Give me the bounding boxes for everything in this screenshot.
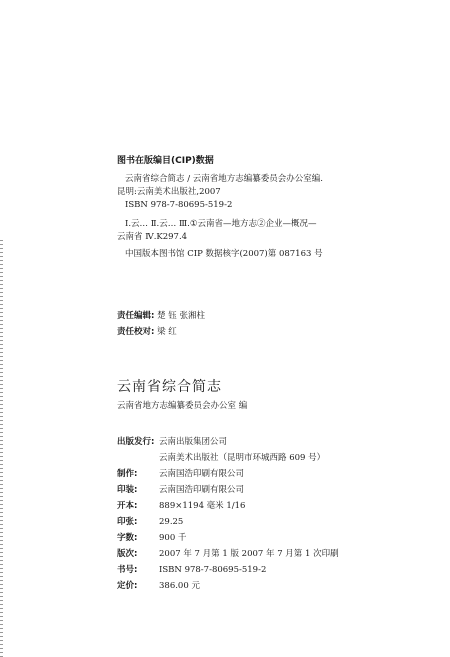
- cip-library-number: 中国版本图书馆 CIP 数据核字(2007)第 087163 号: [125, 249, 323, 259]
- staff-proof-label: 责任校对:: [117, 327, 155, 337]
- book-title: 云南省综合简志: [117, 379, 222, 395]
- cip-subject-line: Ⅰ.云… Ⅱ.云… Ⅲ.①云南省—地方志②企业—概况—: [125, 219, 317, 229]
- pub-row: [117, 514, 339, 530]
- pub-label-isbn: 书号:: [117, 565, 138, 575]
- cip-title: 图书在版编目(CIP)数据: [117, 156, 214, 166]
- pub-value-wordcount: 900 千: [159, 533, 187, 543]
- pub-value-isbn: ISBN 978-7-80695-519-2: [159, 565, 267, 575]
- pub-value-edition: 2007 年 7 月第 1 版 2007 年 7 月第 1 次印刷: [159, 549, 339, 559]
- pub-label-publisher: 出版发行:: [117, 437, 155, 447]
- pub-label-empty: [117, 450, 157, 466]
- pub-value-production: 云南国浩印刷有限公司: [159, 469, 245, 479]
- cip-publisher-line: 昆明:云南美术出版社,2007: [117, 187, 221, 197]
- page-binding-edge: [0, 240, 3, 657]
- publication-info: [117, 434, 339, 594]
- cip-book-line: 云南省综合简志 / 云南省地方志编纂委员会办公室编.: [125, 174, 323, 184]
- staff-editor-label: 责任编辑:: [117, 311, 155, 321]
- pub-label-format: 开本:: [117, 501, 138, 511]
- pub-label-production: 制作:: [117, 469, 138, 479]
- pub-value-printing: 云南国浩印刷有限公司: [159, 485, 245, 495]
- pub-value-price: 386.00 元: [159, 581, 200, 591]
- pub-label-edition: 版次:: [117, 549, 138, 559]
- pub-value-format: 889×1194 毫米 1/16: [159, 501, 246, 511]
- pub-row: [117, 466, 339, 482]
- book-editor: 云南省地方志编纂委员会办公室 编: [117, 401, 248, 411]
- pub-label-printing: 印装:: [117, 485, 138, 495]
- pub-value-publisher: 云南出版集团公司: [159, 437, 228, 447]
- pub-value-sheets: 29.25: [159, 517, 184, 527]
- pub-row: [117, 482, 339, 498]
- staff-proof-value: 梁 红: [157, 327, 177, 337]
- staff-editor-value: 楚 钰 张湘柱: [157, 311, 206, 321]
- pub-label-wordcount: 字数:: [117, 533, 138, 543]
- pub-row: [117, 530, 339, 546]
- pub-label-price: 定价:: [117, 581, 138, 591]
- pub-row: [117, 578, 339, 594]
- cip-subject-line-cont: 云南省 Ⅳ.K297.4: [117, 232, 188, 242]
- pub-value-press: 云南美术出版社（昆明市环城西路 609 号）: [159, 453, 326, 463]
- staff-block: [117, 308, 205, 340]
- cip-isbn: ISBN 978-7-80695-519-2: [125, 200, 233, 210]
- pub-row: [117, 434, 339, 450]
- pub-label-sheets: 印张:: [117, 517, 138, 527]
- pub-row: [117, 450, 339, 466]
- staff-proof-row: [117, 324, 205, 340]
- pub-row: [117, 498, 339, 514]
- pub-row: [117, 546, 339, 562]
- staff-editor-row: [117, 308, 205, 324]
- pub-row: [117, 562, 339, 578]
- cip-data-block: [117, 155, 437, 261]
